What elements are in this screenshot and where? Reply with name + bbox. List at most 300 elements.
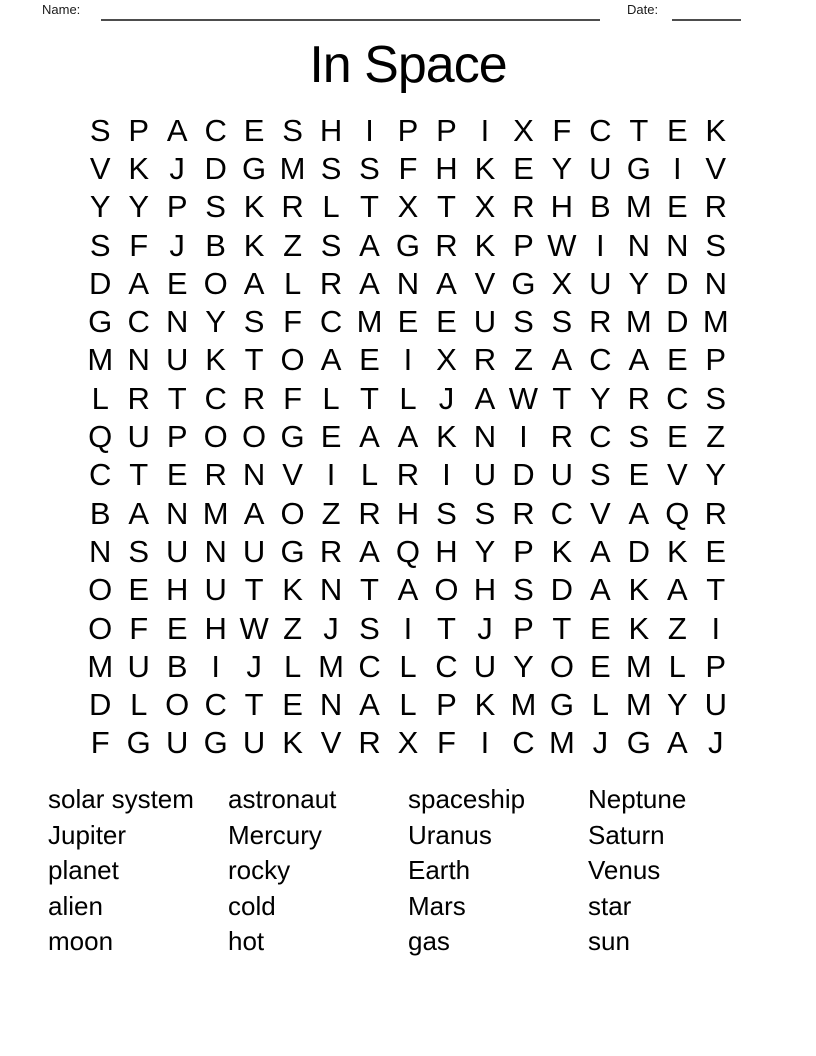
word-list-item: Saturn <box>588 819 665 850</box>
grid-letter: I <box>403 342 413 378</box>
grid-letter: M <box>702 304 729 340</box>
grid-letter: I <box>403 610 413 646</box>
grid-letter: E <box>166 610 188 646</box>
word-list-column <box>588 782 768 960</box>
grid-letter: N <box>666 227 689 263</box>
grid-letter: L <box>322 380 340 416</box>
grid-letter: I <box>480 725 490 761</box>
grid-letter: E <box>359 342 380 378</box>
grid-letter: N <box>473 419 497 455</box>
grid-letter: Q <box>395 533 421 569</box>
grid-letter: T <box>360 572 379 608</box>
grid-letter: B <box>166 648 188 684</box>
grid-letter: L <box>399 687 417 723</box>
grid-letter: V <box>705 150 727 186</box>
grid-letter: E <box>628 457 650 493</box>
grid-letter: E <box>666 342 688 378</box>
word-list-item: Venus <box>588 855 661 886</box>
grid-letter: A <box>359 265 380 301</box>
grid-letter: C <box>204 380 227 416</box>
grid-letter: H <box>396 495 420 531</box>
grid-letter: T <box>360 189 379 225</box>
grid-letter: I <box>326 457 336 493</box>
grid-letter: U <box>242 725 266 761</box>
grid-letter: K <box>282 725 303 761</box>
grid-letter: B <box>205 227 226 263</box>
grid-letter: S <box>513 572 534 608</box>
grid-letter: E <box>705 533 727 569</box>
grid-letter: L <box>322 189 340 225</box>
grid-letter: L <box>360 457 379 493</box>
grid-letter: A <box>551 342 573 378</box>
grid-letter: A <box>666 725 688 761</box>
worksheet-header <box>0 0 816 28</box>
grid-letter: F <box>283 304 303 340</box>
grid-letter: R <box>396 457 420 493</box>
grid-letter: S <box>359 610 380 646</box>
grid-letter: E <box>243 112 265 148</box>
grid-letter: Y <box>474 533 496 569</box>
word-list-item: rocky <box>228 855 291 886</box>
grid-letter: S <box>513 304 534 340</box>
grid-letter: Z <box>513 342 533 378</box>
grid-letter: A <box>397 572 419 608</box>
date-label: Date: <box>627 2 659 17</box>
word-list-item: spaceship <box>408 784 526 814</box>
grid-letter: O <box>88 610 113 646</box>
word-list-item: sun <box>588 926 630 957</box>
grid-letter: R <box>319 533 343 569</box>
grid-letter: E <box>166 457 188 493</box>
grid-letter: M <box>87 648 114 684</box>
grid-letter: G <box>395 227 421 263</box>
grid-letter: C <box>435 648 458 684</box>
grid-letter: L <box>399 380 417 416</box>
page-title: In Space <box>309 36 507 94</box>
grid-letter: P <box>128 112 150 148</box>
grid-letter: J <box>323 610 339 646</box>
grid-letter: U <box>473 648 497 684</box>
grid-letter: J <box>169 150 185 186</box>
grid-letter: R <box>319 265 343 301</box>
grid-letter: J <box>592 725 609 761</box>
letter-grid <box>81 111 735 762</box>
grid-letter: L <box>283 265 302 301</box>
word-list-item: Uranus <box>408 819 492 850</box>
grid-letter: T <box>244 687 264 723</box>
grid-letter: S <box>320 227 342 263</box>
grid-letter: M <box>202 495 229 531</box>
grid-letter: E <box>513 150 534 186</box>
grid-letter: R <box>473 342 497 378</box>
word-list-item: Mercury <box>228 819 322 850</box>
grid-letter: T <box>437 189 456 225</box>
grid-letter: M <box>625 687 652 723</box>
grid-letter: E <box>320 419 342 455</box>
grid-letter: U <box>473 457 497 493</box>
grid-letter: M <box>548 725 575 761</box>
grid-letter: M <box>87 342 114 378</box>
grid-letter: H <box>319 112 343 148</box>
grid-letter: N <box>242 457 266 493</box>
grid-letter: K <box>282 572 303 608</box>
grid-letter: H <box>473 572 497 608</box>
word-list <box>48 782 768 960</box>
grid-letter: Z <box>283 227 303 263</box>
grid-letter: E <box>397 304 419 340</box>
grid-letter: K <box>628 572 650 608</box>
grid-letter: U <box>473 304 497 340</box>
grid-letter: Q <box>665 495 690 531</box>
grid-letter: D <box>666 265 689 301</box>
grid-letter: K <box>705 112 727 148</box>
grid-letter: I <box>211 648 220 684</box>
grid-letter: V <box>590 495 611 531</box>
grid-letter: C <box>204 687 227 723</box>
grid-letter: O <box>242 419 267 455</box>
word-list-item: cold <box>228 890 276 921</box>
grid-letter: S <box>628 419 650 455</box>
grid-letter: E <box>436 304 457 340</box>
grid-letter: R <box>358 495 381 531</box>
grid-letter: O <box>88 572 113 608</box>
grid-letter: D <box>204 150 227 186</box>
grid-letter: Q <box>88 419 113 455</box>
grid-letter: L <box>591 687 609 723</box>
grid-letter: L <box>399 648 417 684</box>
grid-letter: R <box>281 189 304 225</box>
grid-letter: V <box>282 457 303 493</box>
grid-letter: N <box>704 265 727 301</box>
grid-letter: G <box>280 533 305 569</box>
name-blank-line <box>101 19 600 21</box>
grid-letter: Y <box>705 457 727 493</box>
grid-letter: I <box>365 112 374 148</box>
grid-letter: I <box>711 610 721 646</box>
grid-letter: F <box>437 725 456 761</box>
grid-letter: E <box>666 189 688 225</box>
grid-letter: P <box>166 419 188 455</box>
grid-letter: C <box>358 648 381 684</box>
grid-letter: E <box>666 419 688 455</box>
grid-letter: A <box>590 572 611 608</box>
grid-letter: G <box>203 725 228 761</box>
grid-letter: Y <box>628 265 650 301</box>
grid-letter: C <box>589 342 612 378</box>
grid-letter: P <box>436 687 457 723</box>
grid-letter: D <box>512 457 535 493</box>
grid-letter: S <box>89 112 111 148</box>
grid-letter: V <box>474 265 496 301</box>
grid-letter: N <box>204 533 227 569</box>
grid-letter: X <box>551 265 573 301</box>
grid-letter: U <box>127 648 150 684</box>
grid-letter: I <box>442 457 451 493</box>
grid-letter: L <box>91 380 109 416</box>
grid-letter: N <box>127 342 150 378</box>
grid-letter: N <box>396 265 420 301</box>
grid-letter: E <box>590 610 611 646</box>
grid-letter: A <box>166 112 188 148</box>
grid-letter: M <box>356 304 383 340</box>
grid-letter: T <box>706 572 726 608</box>
grid-letter: T <box>629 112 649 148</box>
grid-letter: T <box>437 610 456 646</box>
grid-letter: M <box>510 687 537 723</box>
word-list-item: Neptune <box>588 784 687 814</box>
grid-letter: Z <box>283 610 303 646</box>
grid-letter: X <box>436 342 457 378</box>
grid-letter: E <box>666 112 688 148</box>
grid-letter: L <box>283 648 302 684</box>
grid-letter: K <box>243 189 265 225</box>
grid-letter: I <box>672 150 682 186</box>
grid-letter: U <box>550 457 574 493</box>
grid-letter: A <box>243 495 265 531</box>
grid-letter: T <box>360 380 379 416</box>
grid-letter: A <box>590 533 611 569</box>
grid-letter: R <box>204 457 227 493</box>
word-list-item: hot <box>228 926 265 957</box>
grid-letter: E <box>282 687 303 723</box>
grid-letter: T <box>552 610 572 646</box>
grid-letter: G <box>626 150 651 186</box>
grid-letter: C <box>127 304 150 340</box>
grid-letter: G <box>280 419 305 455</box>
word-list-item: alien <box>48 890 103 921</box>
grid-letter: H <box>550 189 574 225</box>
grid-letter: J <box>438 380 455 416</box>
grid-letter: R <box>550 419 574 455</box>
word-list-item: solar system <box>48 784 194 814</box>
date-blank-line <box>672 19 741 21</box>
grid-letter: D <box>89 687 112 723</box>
word-list-item: planet <box>48 855 119 886</box>
grid-letter: Z <box>321 495 341 531</box>
grid-letter: P <box>513 533 534 569</box>
grid-letter: C <box>589 112 612 148</box>
grid-letter: A <box>320 342 342 378</box>
grid-letter: S <box>474 495 496 531</box>
grid-letter: H <box>435 533 458 569</box>
grid-letter: A <box>666 572 688 608</box>
grid-letter: Z <box>667 610 687 646</box>
grid-letter: W <box>547 227 577 263</box>
grid-letter: U <box>204 572 227 608</box>
grid-letter: S <box>551 304 573 340</box>
grid-letter: V <box>320 725 342 761</box>
grid-letter: K <box>551 533 573 569</box>
word-list-column <box>48 782 228 960</box>
grid-letter: A <box>359 419 380 455</box>
grid-letter: S <box>436 495 457 531</box>
word-list-column <box>408 782 588 960</box>
grid-letter: K <box>474 150 496 186</box>
grid-letter: R <box>512 495 535 531</box>
grid-letter: A <box>628 495 650 531</box>
grid-letter: N <box>165 495 189 531</box>
grid-letter: U <box>704 687 727 723</box>
grid-letter: J <box>246 648 262 684</box>
grid-letter: P <box>705 648 727 684</box>
grid-letter: N <box>627 227 650 263</box>
grid-letter: Y <box>551 150 573 186</box>
grid-letter: H <box>165 572 189 608</box>
grid-letter: O <box>434 572 459 608</box>
grid-letter: H <box>204 610 227 646</box>
grid-letter: F <box>90 725 110 761</box>
grid-letter: U <box>165 342 189 378</box>
grid-letter: F <box>129 610 149 646</box>
grid-letter: W <box>508 380 539 416</box>
grid-letter: A <box>359 533 380 569</box>
grid-letter: U <box>242 533 266 569</box>
grid-letter: S <box>705 380 727 416</box>
grid-letter: T <box>244 572 264 608</box>
grid-letter: K <box>474 227 496 263</box>
grid-letter: O <box>280 495 305 531</box>
grid-letter: C <box>89 457 112 493</box>
grid-letter: M <box>318 648 344 684</box>
grid-letter: R <box>358 725 381 761</box>
grid-letter: C <box>512 725 535 761</box>
grid-letter: N <box>89 533 112 569</box>
grid-letter: E <box>128 572 150 608</box>
grid-letter: S <box>282 112 303 148</box>
word-list-item: Jupiter <box>48 819 127 850</box>
grid-letter: D <box>666 304 689 340</box>
word-list-item: Mars <box>408 890 466 921</box>
grid-letter: H <box>435 150 458 186</box>
grid-letter: A <box>128 495 150 531</box>
grid-letter: U <box>589 265 612 301</box>
grid-letter: U <box>165 725 189 761</box>
word-list-item: star <box>588 890 632 921</box>
grid-letter: O <box>549 648 574 684</box>
grid-letter: A <box>243 265 265 301</box>
grid-letter: R <box>589 304 612 340</box>
grid-letter: G <box>511 265 536 301</box>
grid-letter: A <box>474 380 496 416</box>
grid-letter: S <box>359 150 380 186</box>
grid-letter: R <box>704 495 727 531</box>
grid-letter: I <box>480 112 490 148</box>
word-list-item: Earth <box>408 855 471 886</box>
grid-letter: U <box>589 150 612 186</box>
grid-letter: A <box>128 265 150 301</box>
grid-letter: F <box>283 380 303 416</box>
grid-letter: Y <box>89 189 111 225</box>
grid-letter: R <box>512 189 535 225</box>
grid-letter: Y <box>666 687 688 723</box>
grid-letter: P <box>397 112 419 148</box>
grid-letter: K <box>436 419 457 455</box>
grid-letter: B <box>590 189 611 225</box>
grid-letter: S <box>89 227 111 263</box>
grid-letter: R <box>435 227 458 263</box>
grid-letter: B <box>89 495 111 531</box>
grid-letter: P <box>436 112 457 148</box>
grid-letter: C <box>550 495 574 531</box>
grid-letter: A <box>628 342 650 378</box>
grid-letter: U <box>165 533 189 569</box>
grid-letter: S <box>128 533 150 569</box>
grid-letter: T <box>167 380 187 416</box>
word-list-column <box>228 782 408 960</box>
grid-letter: S <box>590 457 611 493</box>
word-list-item: gas <box>408 926 450 957</box>
grid-letter: K <box>205 342 226 378</box>
grid-letter: P <box>705 342 727 378</box>
grid-letter: S <box>243 304 265 340</box>
grid-letter: L <box>130 687 148 723</box>
grid-letter: I <box>519 419 528 455</box>
grid-letter: S <box>205 189 226 225</box>
grid-letter: C <box>666 380 689 416</box>
grid-letter: K <box>666 533 688 569</box>
grid-letter: T <box>129 457 149 493</box>
grid-letter: K <box>628 610 650 646</box>
grid-letter: N <box>319 687 343 723</box>
grid-letter: X <box>513 112 534 148</box>
grid-letter: N <box>165 304 189 340</box>
grid-letter: G <box>126 725 151 761</box>
grid-letter: O <box>165 687 190 723</box>
name-label: Name: <box>42 2 81 17</box>
grid-letter: E <box>590 648 611 684</box>
grid-letter: A <box>359 687 380 723</box>
grid-letter: F <box>129 227 149 263</box>
grid-letter: C <box>319 304 343 340</box>
grid-letter: M <box>625 304 652 340</box>
grid-letter: Z <box>706 419 726 455</box>
grid-letter: P <box>513 610 534 646</box>
grid-letter: O <box>203 419 228 455</box>
grid-letter: S <box>320 150 342 186</box>
grid-letter: I <box>596 227 605 263</box>
grid-letter: M <box>279 150 306 186</box>
grid-letter: O <box>280 342 305 378</box>
grid-letter: Y <box>513 648 534 684</box>
grid-letter: J <box>708 725 724 761</box>
grid-letter: G <box>242 150 267 186</box>
grid-letter: T <box>552 380 572 416</box>
grid-letter: W <box>239 610 269 646</box>
grid-letter: E <box>166 265 188 301</box>
grid-letter: Y <box>590 380 611 416</box>
grid-letter: L <box>668 648 686 684</box>
grid-letter: R <box>704 189 727 225</box>
grid-letter: G <box>549 687 574 723</box>
grid-letter: V <box>89 150 111 186</box>
grid-letter: P <box>166 189 188 225</box>
grid-letter: F <box>552 112 572 148</box>
grid-letter: M <box>625 189 652 225</box>
grid-letter: T <box>244 342 264 378</box>
grid-letter: R <box>127 380 150 416</box>
grid-letter: A <box>359 227 380 263</box>
grid-letter: X <box>397 189 419 225</box>
grid-letter: R <box>242 380 266 416</box>
grid-letter: N <box>319 572 343 608</box>
grid-letter: M <box>625 648 652 684</box>
grid-letter: J <box>477 610 493 646</box>
grid-letter: X <box>397 725 419 761</box>
grid-letter: G <box>626 725 651 761</box>
grid-letter: Y <box>128 189 150 225</box>
grid-letter: D <box>89 265 112 301</box>
grid-letter: C <box>589 419 612 455</box>
